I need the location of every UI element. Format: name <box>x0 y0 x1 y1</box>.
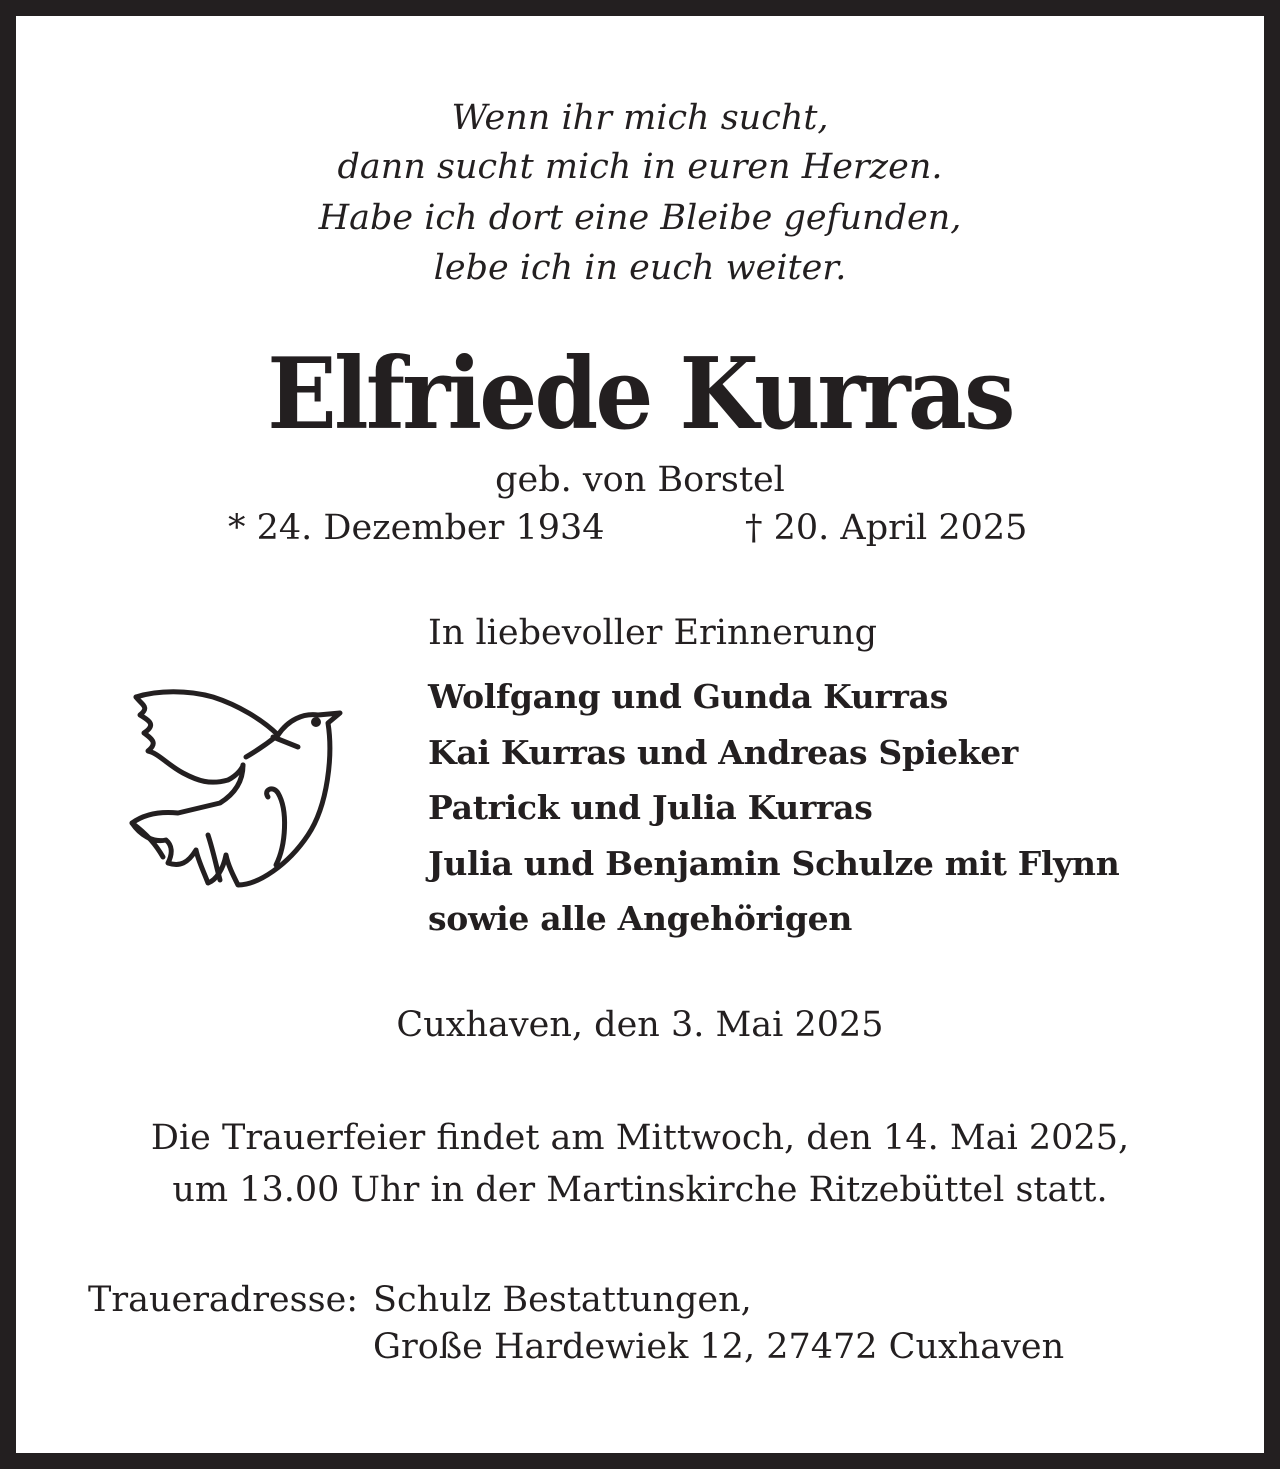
mourner-line: Kai Kurras und Andreas Spieker <box>428 733 1018 772</box>
mourners-intro: In liebevoller Erinnerung <box>428 613 878 653</box>
death-date: † 20. April 2025 <box>745 508 1028 548</box>
poem-line: lebe ich in euch weiter. <box>433 248 847 288</box>
deceased-name: Elfriede Kurras <box>267 337 1013 452</box>
place-date: Cuxhaven, den 3. Mai 2025 <box>396 1005 884 1045</box>
service-line: Die Trauerfeier findet am Mittwoch, den 14. Mai 2025, <box>150 1118 1130 1158</box>
poem-line: dann sucht mich in euren Herzen. <box>337 147 943 187</box>
mourner-line: sowie alle Angehörigen <box>428 899 853 938</box>
mourner-line: Patrick und Julia Kurras <box>428 788 873 827</box>
address-label: Traueradresse: <box>88 1280 359 1320</box>
address-line: Große Hardewiek 12, 27472 Cuxhaven <box>373 1327 1065 1367</box>
birth-date: * 24. Dezember 1934 <box>228 508 605 548</box>
mourner-line: Wolfgang und Gunda Kurras <box>428 677 948 716</box>
birth-name: geb. von Borstel <box>495 460 785 500</box>
service-line: um 13.00 Uhr in der Martinskirche Ritzebüttel statt. <box>172 1170 1108 1210</box>
poem-line: Habe ich dort eine Bleibe gefunden, <box>318 198 962 238</box>
dove-icon <box>128 685 348 890</box>
poem-line: Wenn ihr mich sucht, <box>451 98 829 138</box>
address-line: Schulz Bestattungen, <box>373 1280 752 1320</box>
mourner-line: Julia und Benjamin Schulze mit Flynn <box>428 844 1120 883</box>
